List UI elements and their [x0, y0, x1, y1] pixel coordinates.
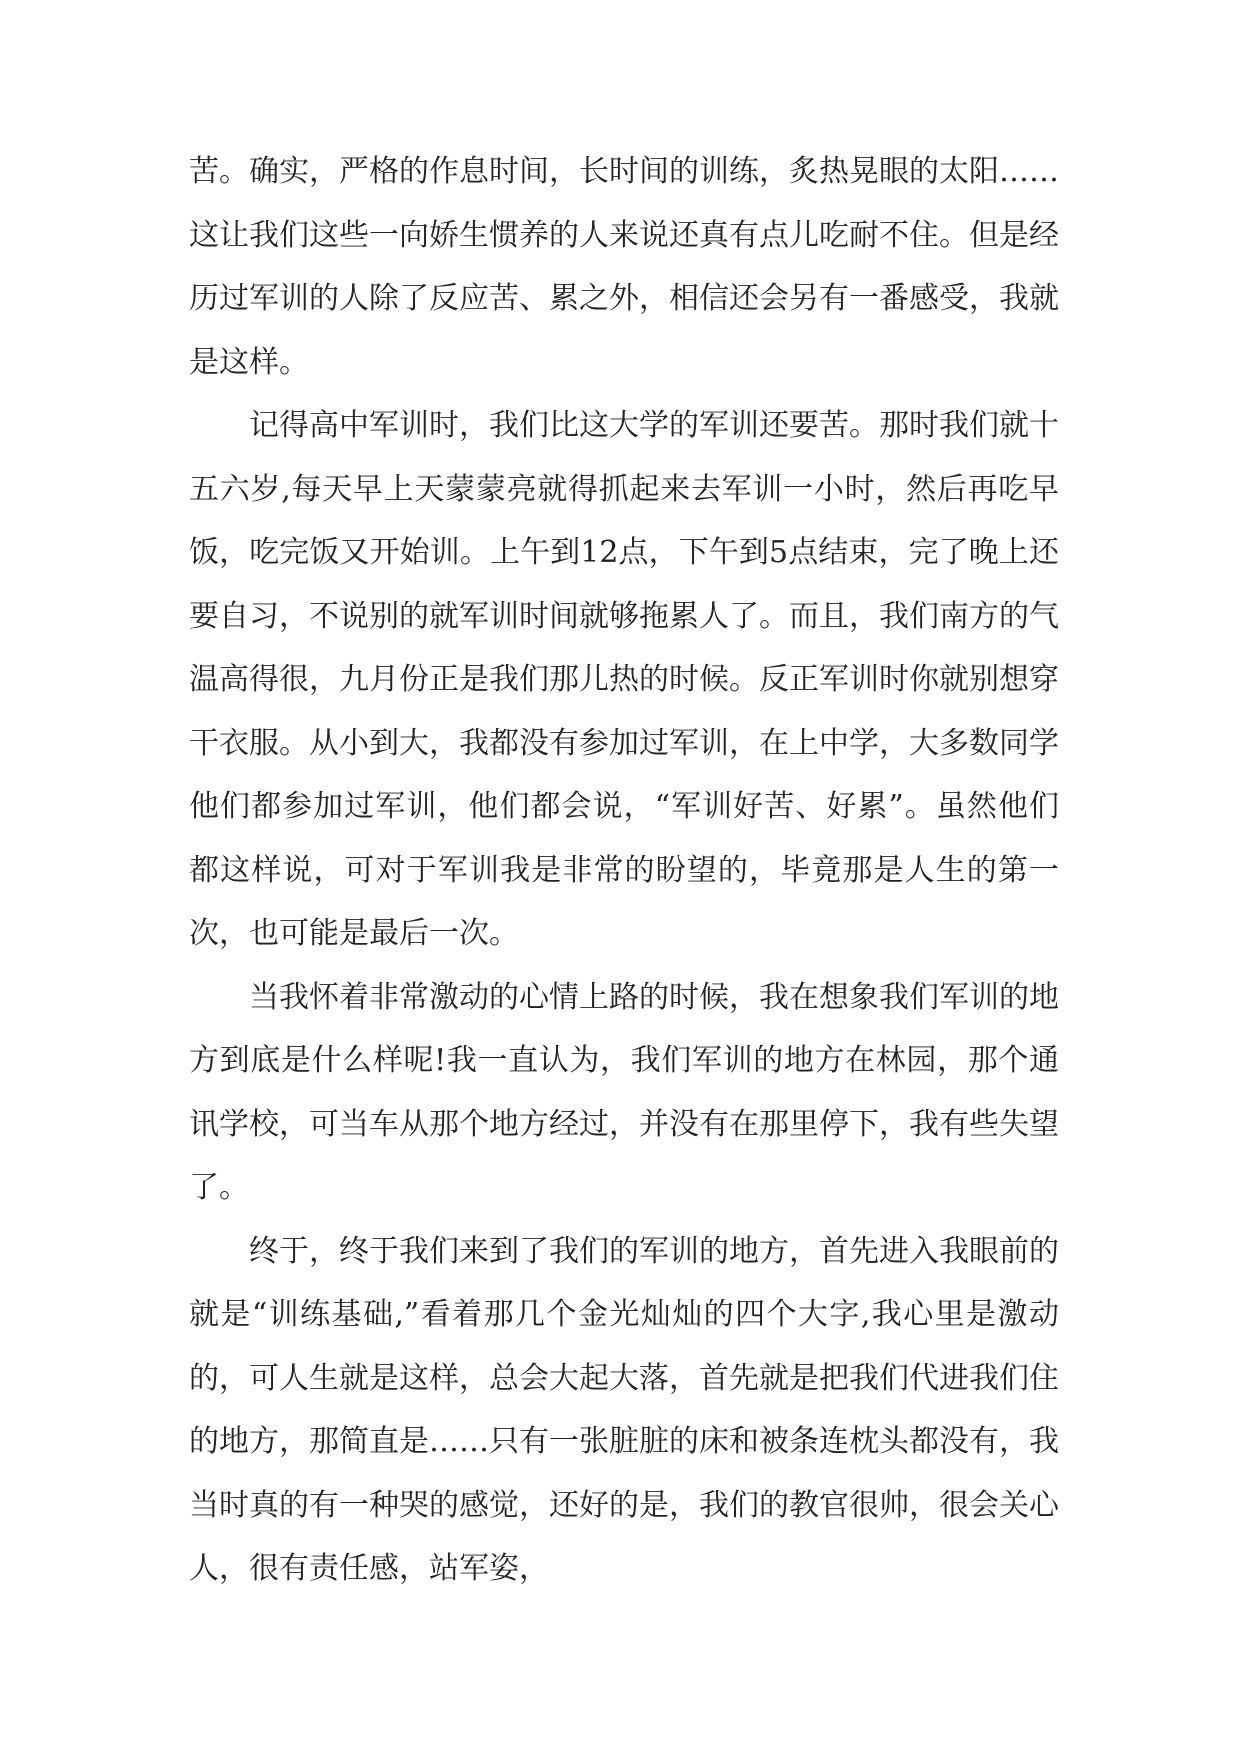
paragraph-arrival: 终于，终于我们来到了我们的军训的地方，首先进入我眼前的就是“训练基础,”看着那几个金光灿灿的四个大字,我心里是激动的，可人生就是这样，总会大起大落，首先就是把我们代进我们住的地方，那简直是……只有一张脏脏的床和被条连枕头都没有，我当时真的有一种哭的感觉，还好的是，我们的教官很帅，很会关心人，很有责任感，站军姿，: [189, 1233, 1059, 1586]
paragraph-on-the-road: 当我怀着非常激动的心情上路的时候，我在想象我们军训的地方到底是什么样呢!我一直认为，我们军训的地方在林园，那个通讯学校，可当车从那个地方经过，并没有在那里停下，我有些失望了。: [189, 979, 1059, 1205]
paragraph-high-school-training: 记得高中军训时，我们比这大学的军训还要苦。那时我们就十五六岁,每天早上天蒙蒙亮就得抓起来去军训一小时，然后再吃早饭，吃完饭又开始训。上午到12点，下午到5点结束，完了晚上还要自习，不说别的就军训时间就够拖累人了。而且，我们南方的气温高得很，九月份正是我们那儿热的时候。反正军训时你就别想穿干衣服。从小到大，我都没有参加过军训，在上中学，大多数同学他们都参加过军训，他们都会说，“军训好苦、好累”。虽然他们都这样说，可对于军训我是非常的盼望的，毕竟那是人生的第一次，也可能是最后一次。: [189, 408, 1059, 951]
body-text: [189, 140, 1059, 1601]
paragraph-continuation: 苦。确实，严格的作息时间，长时间的训练，炙热晃眼的太阳……这让我们这些一向娇生惯养的人来说还真有点儿吃耐不住。但是经历过军训的人除了反应苦、累之外，相信还会另有一番感受，我就是这样。: [189, 154, 1059, 380]
